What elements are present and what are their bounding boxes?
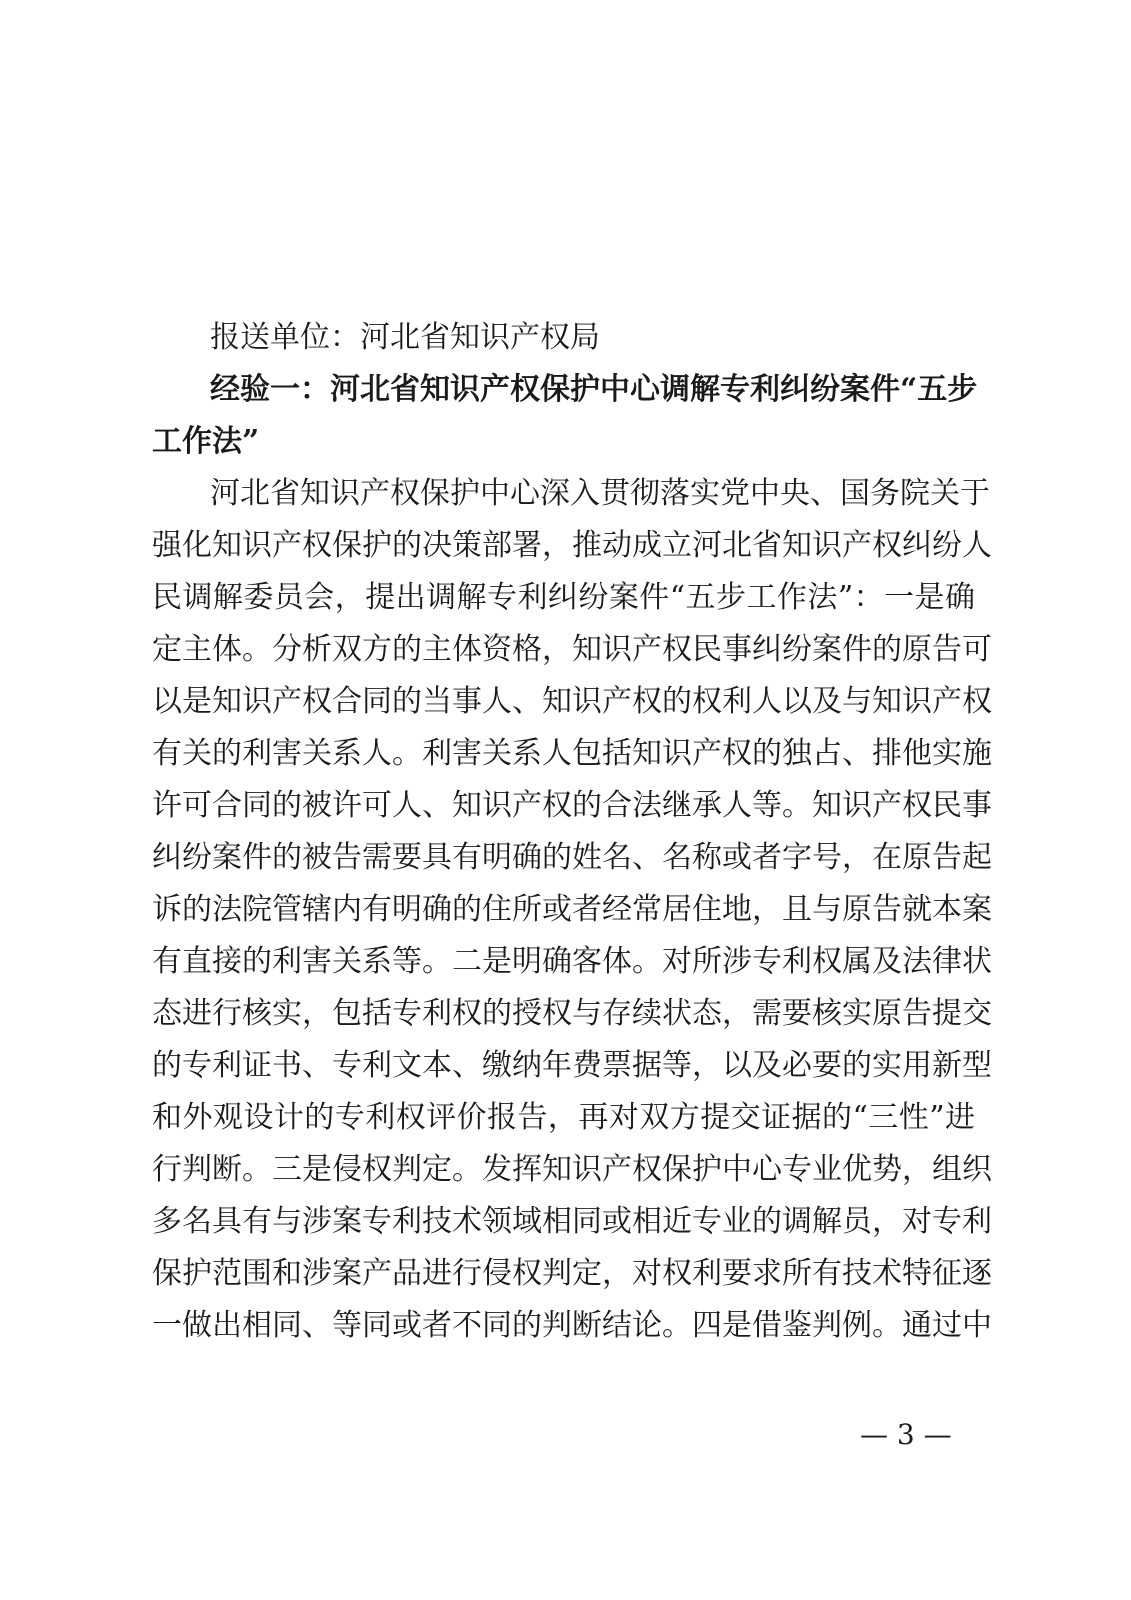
body-line: 强化知识产权保护的决策部署，推动成立河北省知识产权纠纷人 bbox=[152, 528, 992, 563]
body-line: 民调解委员会，提出调解专利纠纷案件“五步工作法”：一是确 bbox=[152, 580, 975, 615]
body-line: 诉的法院管辖内有明确的住所或者经常居住地，且与原告就本案 bbox=[152, 892, 992, 927]
section-heading-line-1: 经验一：河北省知识产权保护中心调解专利纠纷案件“五步 bbox=[210, 372, 978, 407]
body-line: 有关的利害关系人。利害关系人包括知识产权的独占、排他实施 bbox=[152, 736, 992, 771]
body-line: 多名具有与涉案专利技术领域相同或相近专业的调解员，对专利 bbox=[152, 1204, 992, 1239]
body-line: 许可合同的被许可人、知识产权的合法继承人等。知识产权民事 bbox=[152, 788, 992, 823]
body-line: 一做出相同、等同或者不同的判断结论。四是借鉴判例。通过中 bbox=[152, 1308, 992, 1343]
body-line: 保护范围和涉案产品进行侵权判定，对权利要求所有技术特征逐 bbox=[152, 1256, 992, 1291]
body-line: 态进行核实，包括专利权的授权与存续状态，需要核实原告提交 bbox=[152, 996, 992, 1031]
body-line: 和外观设计的专利权评价报告，再对双方提交证据的“三性”进 bbox=[152, 1100, 975, 1135]
body-line: 定主体。分析双方的主体资格，知识产权民事纠纷案件的原告可 bbox=[152, 632, 992, 667]
body-line: 河北省知识产权保护中心深入贯彻落实党中央、国务院关于 bbox=[210, 476, 990, 511]
page-number: — 3 — bbox=[860, 1418, 952, 1451]
body-line: 纠纷案件的被告需要具有明确的姓名、名称或者字号，在原告起 bbox=[152, 840, 992, 875]
body-line: 的专利证书、专利文本、缴纳年费票据等，以及必要的实用新型 bbox=[152, 1048, 992, 1083]
section-heading-line-2: 工作法” bbox=[152, 424, 260, 459]
body-line: 有直接的利害关系等。二是明确客体。对所涉专利权属及法律状 bbox=[152, 944, 992, 979]
body-line: 以是知识产权合同的当事人、知识产权的权利人以及与知识产权 bbox=[152, 684, 992, 719]
body-line: 行判断。三是侵权判定。发挥知识产权保护中心专业优势，组织 bbox=[152, 1152, 992, 1187]
sender-line: 报送单位：河北省知识产权局 bbox=[210, 320, 600, 355]
